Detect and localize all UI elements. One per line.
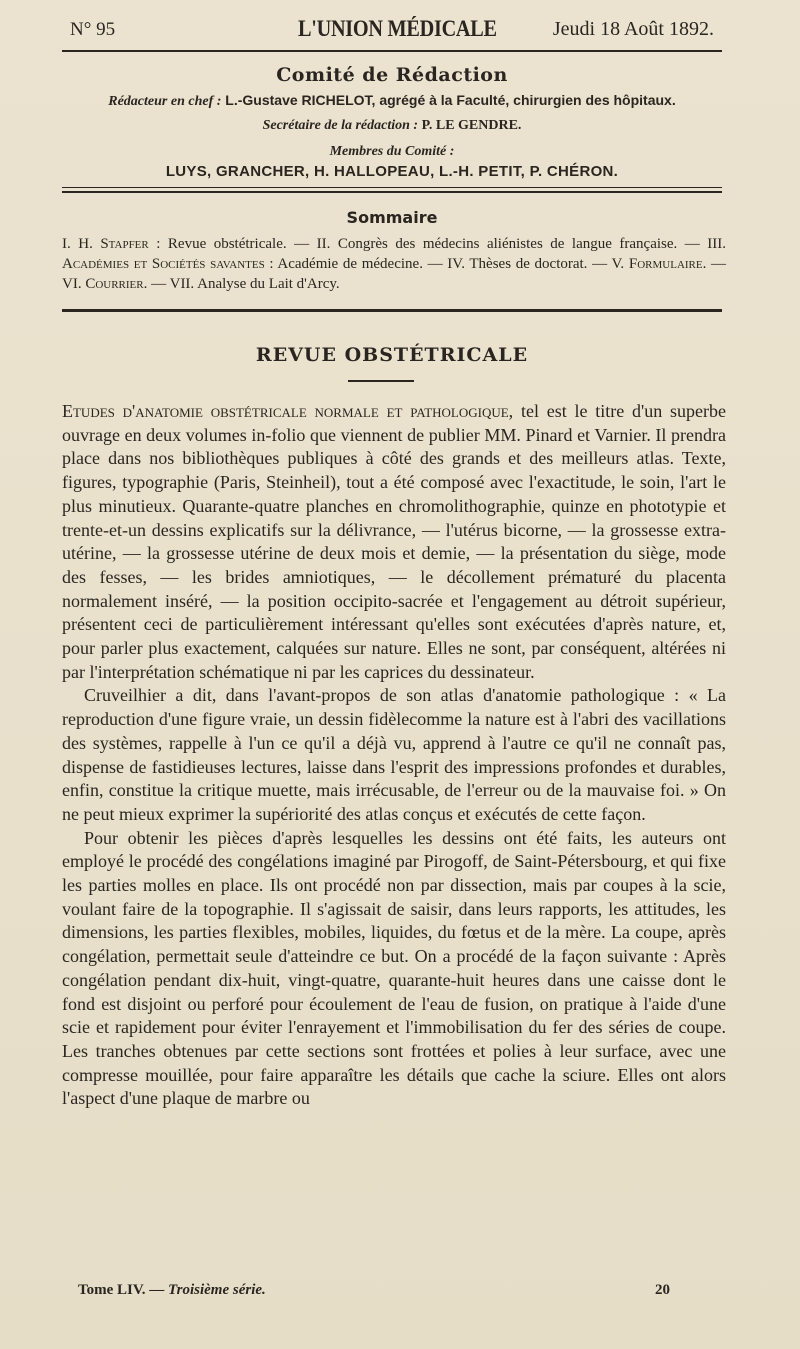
article-body <box>62 400 726 1111</box>
committee-rule-bottom <box>62 191 722 193</box>
sommaire-item: VI. Courrier. — <box>62 276 170 292</box>
volume-info: Tome LIV. — Troisième série. <box>78 1282 266 1298</box>
article-paragraph: Etudes d'anatomie obstétricale normale et pathologique, tel est le titre d'un superbe ouvrage en deux volumes in-folio que viennent de publier MM. Pinard et Varnier. Il prendra place dans nos bibliothèques publiques à côté des grands et des meilleurs atlas. Texte, figures, typographie (Paris, Steinheil), tout a été composé avec l'exactitude, le soin, l'art le plus minutieux. Quarante-quatre planches en chromolithographie, quinze en phototypie et trente-et-un dessins explicatifs sur la délivrance, — l'utérus bicorne, — la grossesse extra-utérine, — la grossesse utérine de deux mois et demie, — la présentation du siège, mode des fesses, — les brides amniotiques, — le décollement prématuré du placenta normalement inséré, — la position occipito-sacrée et l'engagement au détroit supérieur, présentent ceci de particulièrement intéressant qu'elles sont exécutées d'après nature, et, pour parler plus exactement, calquées sur nature. Elles ne sont, par conséquent, altérées ni par l'interprétation schématique ni par les caprices du dessinateur. <box>62 401 726 682</box>
sommaire-item: III. Académies et Sociétés savantes : Académie de médecine. — <box>62 236 727 272</box>
committee-rule-top <box>62 187 722 188</box>
article-title: REVUE OBSTÉTRICALE <box>255 344 529 366</box>
sommaire-item: II. Congrès des médecins aliénistes de langue française. — <box>316 236 708 252</box>
sommaire-title: Sommaire <box>346 208 438 227</box>
header-rule <box>62 50 722 52</box>
editor-in-chief-name: L.-Gustave RICHELOT, agrégé à la Faculté, chirurgien des hôpitaux. <box>225 92 676 108</box>
sommaire-item: VII. Analyse du Lait d'Arcy. <box>169 276 340 292</box>
article-lead: Etudes d'anatomie obstétricale normale et pathologique, <box>62 401 514 421</box>
sommaire-list <box>62 234 726 294</box>
page-header <box>62 14 722 48</box>
title-underline <box>348 380 414 382</box>
article-paragraph: Pour obtenir les pièces d'après lesquelles les dessins ont été faits, les auteurs ont employé le procédé des congélations imaginé par Pirogoff, de Saint-Pétersbourg, et qui fixe les parties molles en place. Ils ont procédé non par dissection, mais par coupes à la scie, voulant faire de la topographie. Il s'agissait de saisir, dans leurs rapports, les attitudes, les dimensions, les parties flexibles, mobiles, liquides, du fœtus et de la mère. La coupe, après congélation, permettait seule d'atteindre ce but. On a procédé de la façon suivante : Après congélation pendant dix-huit, vingt-quatre, quarante-huit heures dans une caisse dont le fond est disjoint ou perforé pour écoulement de l'eau de fusion, on pratique à l'aide d'une scie et rapidement pour éviter l'enrayement et l'immobilisation du fer des séries de coupe. Les tranches obtenues par cette sections sont frottées et polies à leur surface, avec une compresse mouillée, pour faire apparaître les détails que cache la sciure. Elles ont alors l'aspect d'une plaque de marbre ou <box>62 827 726 1109</box>
article-paragraph: Cruveilhier a dit, dans l'avant-propos de son atlas d'anatomie pathologique : « La reproduction d'une figure vraie, un dessin fidèlecomme la nature est à l'abri des vacillations des systèmes, rappelle à l'un ce qu'il a déjà vu, apprend à l'autre ce qu'il ne connaît pas, dispense de fastidieuses lectures, laisse dans l'esprit des impressions profondes et durables, enfin, constitue la critique muette, mais irrécusable, de l'erreur ou de la mauvaise foi. » On ne peut mieux exprimer la supériorité des atlas conçus et exécutés de cette façon. <box>62 685 726 824</box>
editor-in-chief-label: Rédacteur en chef : <box>108 94 222 109</box>
journal-title: L'UNION MÉDICALE <box>298 16 497 41</box>
committee-members: LUYS, GRANCHER, H. HALLOPEAU, L.-H. PETIT, P. CHÉRON. <box>165 163 619 180</box>
issue-number: N° 95 <box>70 19 116 40</box>
sommaire-item: IV. Thèses de doctorat. — <box>447 256 612 272</box>
sommaire-item: I. H. Stapfer : Revue obstétricale. — <box>62 236 317 252</box>
sommaire-item: V. Formulaire. — <box>611 256 727 272</box>
committee-title: Comité de Rédaction <box>276 64 508 86</box>
committee-members-label: Membres du Comité : <box>329 144 455 159</box>
page-number: 20 <box>655 1282 670 1298</box>
secretary-line <box>62 118 722 134</box>
sommaire-rule <box>62 309 722 312</box>
editor-in-chief-line <box>62 92 722 110</box>
secretary-name: P. LE GENDRE. <box>421 118 522 133</box>
secretary-label: Secrétaire de la rédaction : <box>262 118 419 133</box>
issue-date: Jeudi 18 Août 1892. <box>552 18 714 40</box>
